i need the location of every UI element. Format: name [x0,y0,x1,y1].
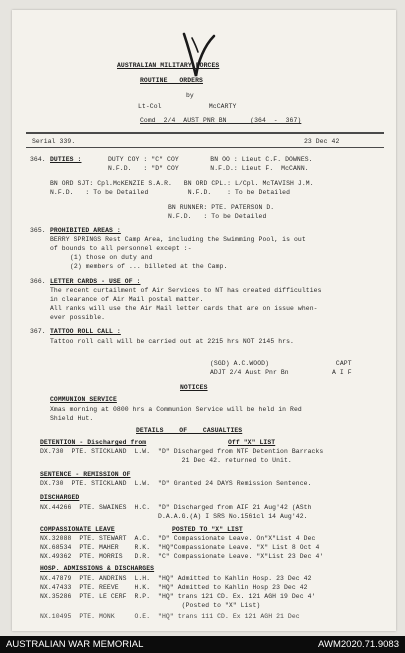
casualty-line: 21 Dec 42. returned to Unit. [40,457,292,464]
section-heading: HOSP. ADMISSIONS & DISCHARGES [40,565,155,572]
order-heading: LETTER CARDS - USE OF : [50,278,141,285]
duties-line: DUTY COY : "C" COY BN OO : Lieut C.F. DOWNES. [108,156,313,163]
header-command: Comd 2/4 AUST PNR BN (364 - 367) [140,117,302,124]
serial-date: 23 Dec 42 [304,138,340,145]
section-heading: COMMUNION SERVICE [50,396,117,403]
section-heading: DETAILS OF CASUALTIES [136,427,243,434]
duties-line: N.F.D. : To be Detailed N.F.D. : To be Detailed [50,189,291,196]
order-number: 366. [30,278,46,285]
document-page [12,10,396,631]
prohibited-line: BERRY SPRINGS Rest Camp Area, including the Swimming Pool, is out [50,236,306,243]
casualty-line: NX.44266 PTE. SWAINES H.C. "D" Discharged from AIF 21 Aug'42 (ASth [40,504,312,511]
divider [26,147,384,148]
section-heading: POSTED TO "X" LIST [172,526,243,533]
serial-number: Serial 339. [32,138,76,145]
section-heading: Off "X" LIST [228,439,276,446]
letter-cards-line: in clearance of Air Mail postal matter. [50,296,204,303]
document-subtitle: ROUTINE ORDERS [140,77,203,84]
prohibited-line: (2) members of ... billeted at the Camp. [70,263,228,270]
casualty-line: NX.47879 PTE. ANDRINS L.H. "HQ" Admitted to Kahlin Hosp. 23 Dec 42 [40,575,312,582]
footer-source: AUSTRALIAN WAR MEMORIAL [6,639,144,650]
duties-line: BN RUNNER: PTE. PATERSON D. [168,204,275,211]
section-heading: DETENTION - Discharged from [40,439,147,446]
casualty-line: NX.68534 PTE. MAHER R.K. "HQ"Compassionate Leave. "X" List 8 Oct 4 [40,544,320,551]
casualty-line: NX.32088 PTE. STEWART A.C. "D" Compassionate Leave. On"X"List 4 Dec [40,535,316,542]
duties-line: N.F.D. : "D" COY N.F.D.: Lieut F. McCANN. [108,165,309,172]
communion-line: Xmas morning at 0800 hrs a Communion Service will be held in Red [50,406,302,413]
casualty-line: NX.47433 PTE. REEVE H.K. "HQ" Admitted to Kahlin Hosp 23 Dec 42 [40,584,308,591]
tattoo-line: Tattoo roll call will be carried out at 2215 hrs NOT 2145 hrs. [50,338,294,345]
section-heading: SENTENCE - REMISSION OF [40,471,131,478]
duties-line: N.F.D. : To be Detailed [168,213,267,220]
letter-cards-line: ever possible. [50,314,106,321]
casualty-line: NX.49362 PTE. MORRIS D.R. "C" Compassionate Leave. "X"List 23 Dec 4' [40,553,324,560]
signature-line: ADJT 2/4 Aust Pnr Bn A I F [210,369,352,376]
casualty-line: DX.730 PTE. STICKLAND L.W. "D" Granted 24 DAYS Remission Sentence. [40,480,312,487]
casualty-line: DX.730 PTE. STICKLAND L.W. "D" Discharged from NTF Detention Barracks [40,448,324,455]
handwritten-tick-mark [178,32,218,80]
order-heading: TATTOO ROLL CALL : [50,328,121,335]
letter-cards-line: All ranks will use the Air Mail letter cards that are on issue when- [50,305,318,312]
prohibited-line: of bounds to all personnel except :- [50,245,192,252]
communion-line: Shield Hut. [50,415,94,422]
divider [26,132,384,134]
casualty-line: NX.10495 PTE. MONK O.E. "HQ" trans 111 CD. Ex 121 AGH 21 Dec [40,613,300,620]
casualty-line: NX.35286 PTE. LE CERF R.P. "HQ" trans 121 CD. Ex. 121 AGH 19 Dec 4' [40,593,316,600]
prohibited-line: (1) those on duty and [70,254,153,261]
order-number: 364. [30,156,46,163]
footer-bar [0,636,405,653]
letter-cards-line: The recent curtailment of Air Services to NT has created difficulties [50,287,322,294]
order-heading: PROHIBITED AREAS : [50,227,121,234]
casualty-line: (Posted to "X" List) [40,602,261,609]
order-number: 365. [30,227,46,234]
order-number: 367. [30,328,46,335]
document-title: AUSTRALIAN MILITARY FORCES [117,62,220,69]
section-heading: DISCHARGED [40,494,80,501]
signature-line: (SGD) A.C.WOOD) CAPT [210,360,352,367]
footer-id: AWM2020.71.9083 [318,639,399,650]
header-by: by [186,92,194,99]
section-heading: COMPASSIONATE LEAVE [40,526,115,533]
notices-heading: NOTICES [180,384,208,391]
casualty-line: D.A.A.G.(A) I SRS No.1561cl 14 Aug'42. [40,513,308,520]
order-heading: DUTIES : [50,156,82,163]
duties-line: BN ORD SJT: Cpl.McKENZIE S.A.R. BN ORD CPL.: L/Cpl. McTAVISH J.M. [50,180,314,187]
header-officer: Lt-Col McCARTY [138,103,237,110]
